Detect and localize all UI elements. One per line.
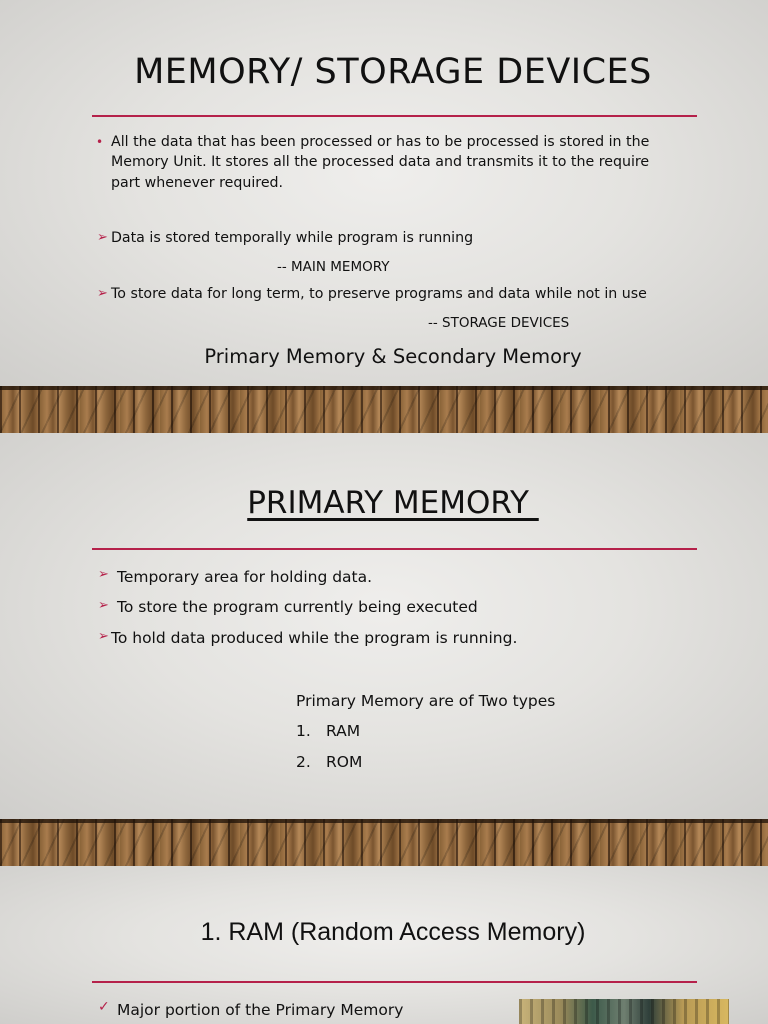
point-long-term: To store data for long term, to preserve programs and data while not in use [111,286,647,302]
wood-floor-divider [0,386,768,433]
arrow-bullet-icon: ➢ [98,629,109,644]
type-ram-number: 1. [296,722,311,740]
slide1-title: MEMORY/ STORAGE DEVICES [134,52,652,92]
intro-line-2: Memory Unit. It stores all the processed data and transmits it to the require [111,154,650,170]
arrow-bullet-icon: ➢ [98,567,109,582]
intro-line-3: part whenever required. [111,175,284,191]
point-temporal-note: -- MAIN MEMORY [277,259,390,275]
title-divider [92,548,697,550]
slide1-footer: Primary Memory & Secondary Memory [204,345,582,368]
slide2-title: PRIMARY MEMORY [247,485,539,521]
type-rom-number: 2. [296,753,311,771]
arrow-bullet-icon: ➢ [97,286,108,301]
arrow-bullet-icon: ➢ [98,598,109,613]
check-bullet-icon: ✓ [98,999,110,1015]
bullet-major-portion: Major portion of the Primary Memory [117,1001,404,1019]
slide-memory-storage [0,0,768,386]
title-divider [92,981,697,983]
type-rom-label: ROM [326,753,363,771]
arrow-bullet-icon: ➢ [97,230,108,245]
round-bullet-icon: • [96,135,104,149]
point-temporal: Data is stored temporally while program is running [111,230,474,246]
wood-floor-divider [0,819,768,866]
types-heading: Primary Memory are of Two types [296,692,556,710]
intro-line-1: All the data that has been processed or has to be processed is stored in the [111,134,650,150]
title-divider [92,115,697,117]
slide3-title: 1. RAM (Random Access Memory) [200,918,586,946]
type-ram-label: RAM [326,722,361,740]
bullet-hold-data: To hold data produced while the program is running. [111,629,518,647]
point-long-term-note: -- STORAGE DEVICES [428,315,570,331]
bullet-store-program: To store the program currently being executed [117,598,478,616]
bullet-temporary: Temporary area for holding data. [117,568,373,586]
ram-photo-image [519,999,729,1024]
slide-primary-memory [0,433,768,819]
